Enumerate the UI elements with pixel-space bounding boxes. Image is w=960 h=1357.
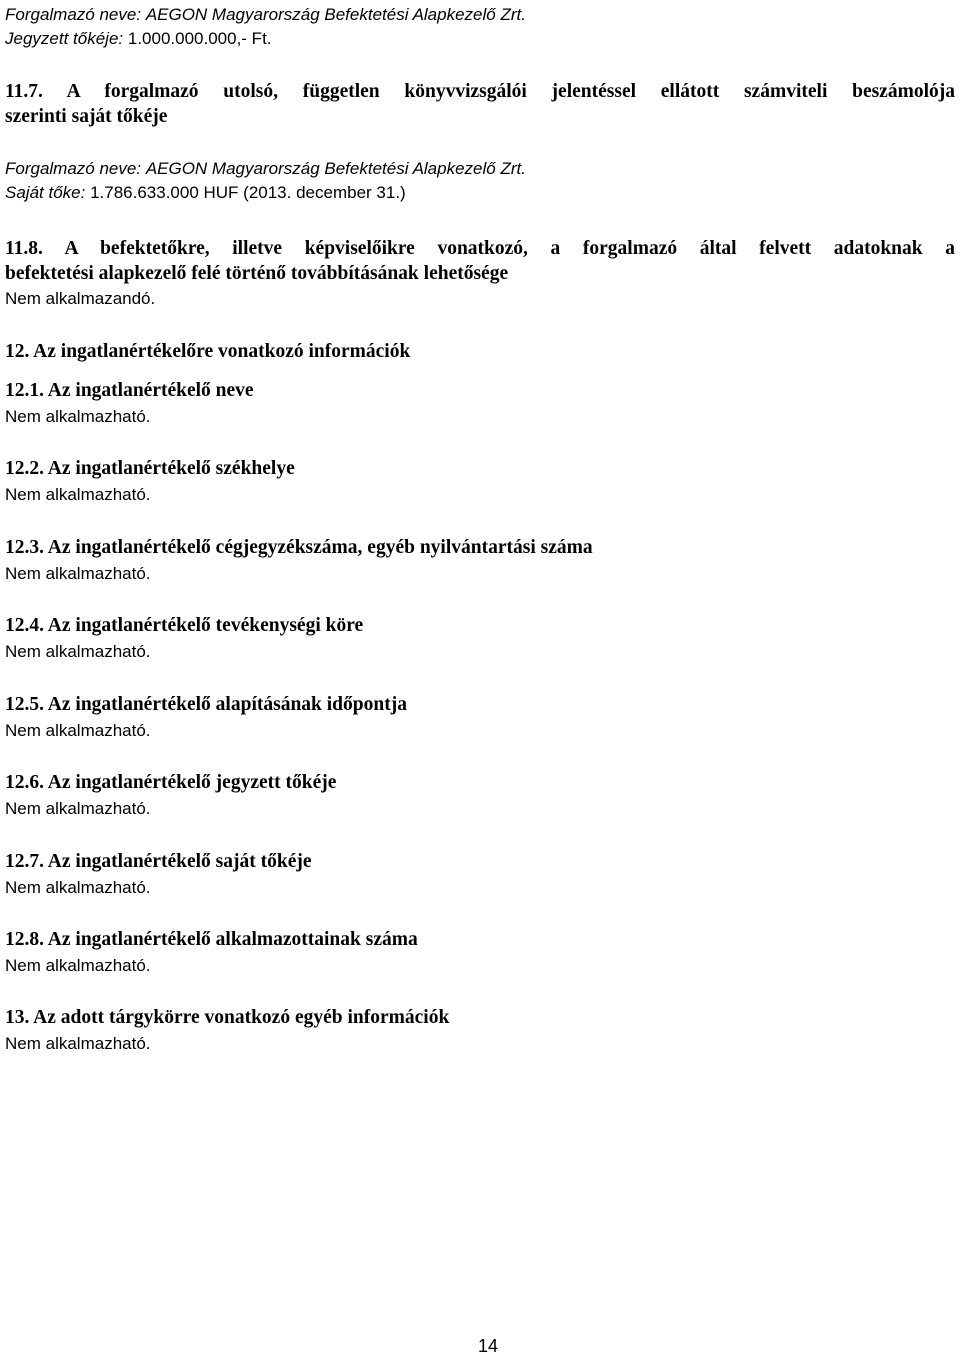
section-12-8-heading: 12.8. Az ingatlanértékelő alkalmazottainak száma	[5, 929, 418, 950]
section-12-7-value: Nem alkalmazható.	[5, 878, 151, 897]
section-11-7-name-value: AEGON Magyarország Befektetési Alapkezelő Zrt.	[145, 159, 526, 178]
section-11-7-heading-line2: szerinti saját tőkéje	[5, 106, 168, 127]
section-12-6-heading: 12.6. Az ingatlanértékelő jegyzett tőkéje	[5, 772, 337, 793]
section-12-1-value: Nem alkalmazható.	[5, 407, 151, 426]
section-12-8-value: Nem alkalmazható.	[5, 956, 151, 975]
section-12-3-heading: 12.3. Az ingatlanértékelő cégjegyzékszáma, egyéb nyilvántartási száma	[5, 537, 593, 558]
section-12-6-value: Nem alkalmazható.	[5, 799, 151, 818]
distributor-name-label: Forgalmazó neve:	[5, 5, 142, 24]
registered-capital-label: Jegyzett tőkéje:	[5, 29, 124, 48]
section-12-5-value: Nem alkalmazható.	[5, 721, 151, 740]
section-12-2-heading: 12.2. Az ingatlanértékelő székhelye	[5, 458, 295, 479]
section-11-8-value: Nem alkalmazandó.	[5, 289, 156, 308]
section-12-2-value: Nem alkalmazható.	[5, 485, 151, 504]
section-11-7-heading-line1: 11.7. A forgalmazó utolsó, független könyvvizsgálói jelentéssel ellátott számviteli beszámolója	[5, 81, 955, 102]
section-11-7-equity-value: 1.786.633.000 HUF (2013. december 31.)	[90, 183, 406, 202]
section-12-4-heading: 12.4. Az ingatlanértékelő tevékenységi köre	[5, 615, 364, 636]
section-11-8-heading-line2: befektetési alapkezelő felé történő továbbításának lehetősége	[5, 263, 509, 284]
distributor-name-line	[5, 3, 526, 27]
section-12-1-heading: 12.1. Az ingatlanértékelő neve	[5, 380, 254, 401]
section-13-value: Nem alkalmazható.	[5, 1034, 151, 1053]
section-11-7-name-line	[5, 157, 526, 181]
section-11-7-equity-line	[5, 181, 406, 205]
page-number: 14	[478, 1336, 499, 1356]
section-12-5-heading: 12.5. Az ingatlanértékelő alapításának időpontja	[5, 694, 407, 715]
section-12-4-value: Nem alkalmazható.	[5, 642, 151, 661]
section-11-7-name-label: Forgalmazó neve:	[5, 159, 142, 178]
section-11-8-heading-line1: 11.8. A befektetőkre, illetve képviselőikre vonatkozó, a forgalmazó által felvett adatoknak a	[5, 238, 955, 259]
distributor-name-value: AEGON Magyarország Befektetési Alapkezelő Zrt.	[145, 5, 526, 24]
section-12-heading: 12. Az ingatlanértékelőre vonatkozó információk	[5, 341, 411, 362]
registered-capital-value: 1.000.000.000,- Ft.	[127, 29, 272, 48]
section-12-7-heading: 12.7. Az ingatlanértékelő saját tőkéje	[5, 851, 312, 872]
registered-capital-line	[5, 27, 272, 51]
section-12-3-value: Nem alkalmazható.	[5, 564, 151, 583]
section-13-heading: 13. Az adott tárgykörre vonatkozó egyéb információk	[5, 1007, 450, 1028]
section-11-7-equity-label: Saját tőke:	[5, 183, 86, 202]
